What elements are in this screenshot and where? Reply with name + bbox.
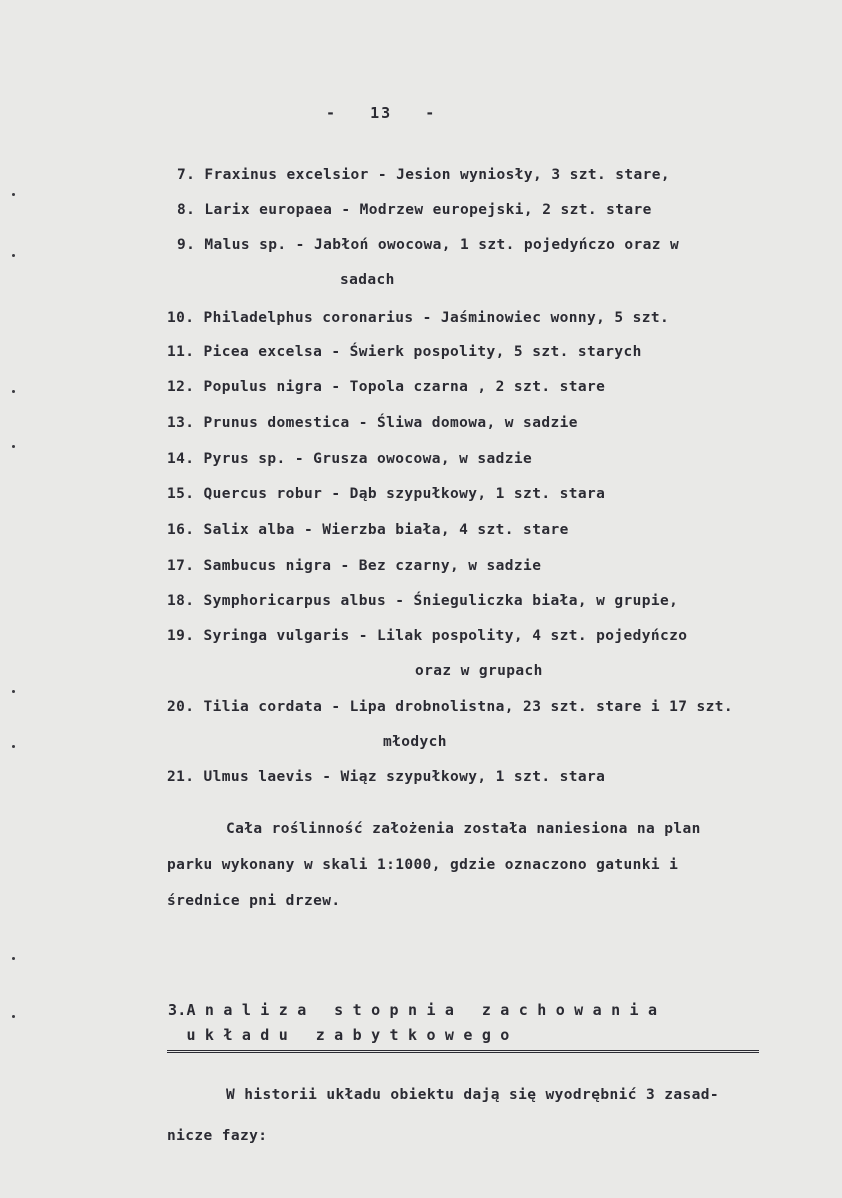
species-item: 18. Symphoricarpus albus - Śnieguliczka biała, w grupie, xyxy=(167,593,679,609)
margin-dot xyxy=(12,957,15,960)
paragraph-line: nicze fazy: xyxy=(167,1128,268,1144)
species-item: 10. Philadelphus coronarius - Jaśminowiec wonny, 5 szt. xyxy=(167,310,670,326)
species-item: 15. Quercus robur - Dąb szypułkowy, 1 szt. stara xyxy=(167,486,606,502)
margin-dot xyxy=(12,690,15,693)
paragraph-line: Cała roślinność założenia została naniesiona na plan xyxy=(226,821,701,837)
species-item-continuation: oraz w grupach xyxy=(415,663,543,679)
margin-dot xyxy=(12,254,15,257)
species-item: 17. Sambucus nigra - Bez czarny, w sadzie xyxy=(167,558,542,574)
margin-dot xyxy=(12,745,15,748)
margin-dot xyxy=(12,445,15,448)
paragraph-line: W historii układu obiektu dają się wyodrębnić 3 zasad- xyxy=(226,1087,720,1103)
species-item: 12. Populus nigra - Topola czarna , 2 szt. stare xyxy=(167,379,606,395)
species-item: 14. Pyrus sp. - Grusza owocowa, w sadzie xyxy=(167,451,533,467)
page-number: - 13 - xyxy=(326,104,437,122)
species-item-continuation: młodych xyxy=(383,734,447,750)
heading-underline xyxy=(167,1050,759,1053)
margin-dot xyxy=(12,193,15,196)
species-item: 8. Larix europaea - Modrzew europejski, 2 szt. stare xyxy=(177,202,652,218)
section-heading-continuation: u k ł a d u z a b y t k o w e g o xyxy=(168,1026,510,1044)
species-item: 9. Malus sp. - Jabłoń owocowa, 1 szt. pojedyńczo oraz w xyxy=(177,237,680,253)
species-item-continuation: sadach xyxy=(340,272,395,288)
paragraph-line: parku wykonany w skali 1:1000, gdzie oznaczono gatunki i xyxy=(167,857,679,873)
species-item: 21. Ulmus laevis - Wiąz szypułkowy, 1 szt. stara xyxy=(167,769,606,785)
species-item: 13. Prunus domestica - Śliwa domowa, w sadzie xyxy=(167,415,578,431)
margin-dot xyxy=(12,390,15,393)
species-item: 19. Syringa vulgaris - Lilak pospolity, 4 szt. pojedyńczo xyxy=(167,628,688,644)
species-item: 20. Tilia cordata - Lipa drobnolistna, 23 szt. stare i 17 szt. xyxy=(167,699,734,715)
paragraph-line: średnice pni drzew. xyxy=(167,893,341,909)
section-heading: 3.A n a l i z a s t o p n i a z a c h o w a n i a xyxy=(168,1001,658,1019)
species-item: 16. Salix alba - Wierzba biała, 4 szt. stare xyxy=(167,522,569,538)
species-item: 7. Fraxinus excelsior - Jesion wyniosły, 3 szt. stare, xyxy=(177,167,671,183)
species-item: 11. Picea excelsa - Świerk pospolity, 5 szt. starych xyxy=(167,344,642,360)
margin-dot xyxy=(12,1015,15,1018)
